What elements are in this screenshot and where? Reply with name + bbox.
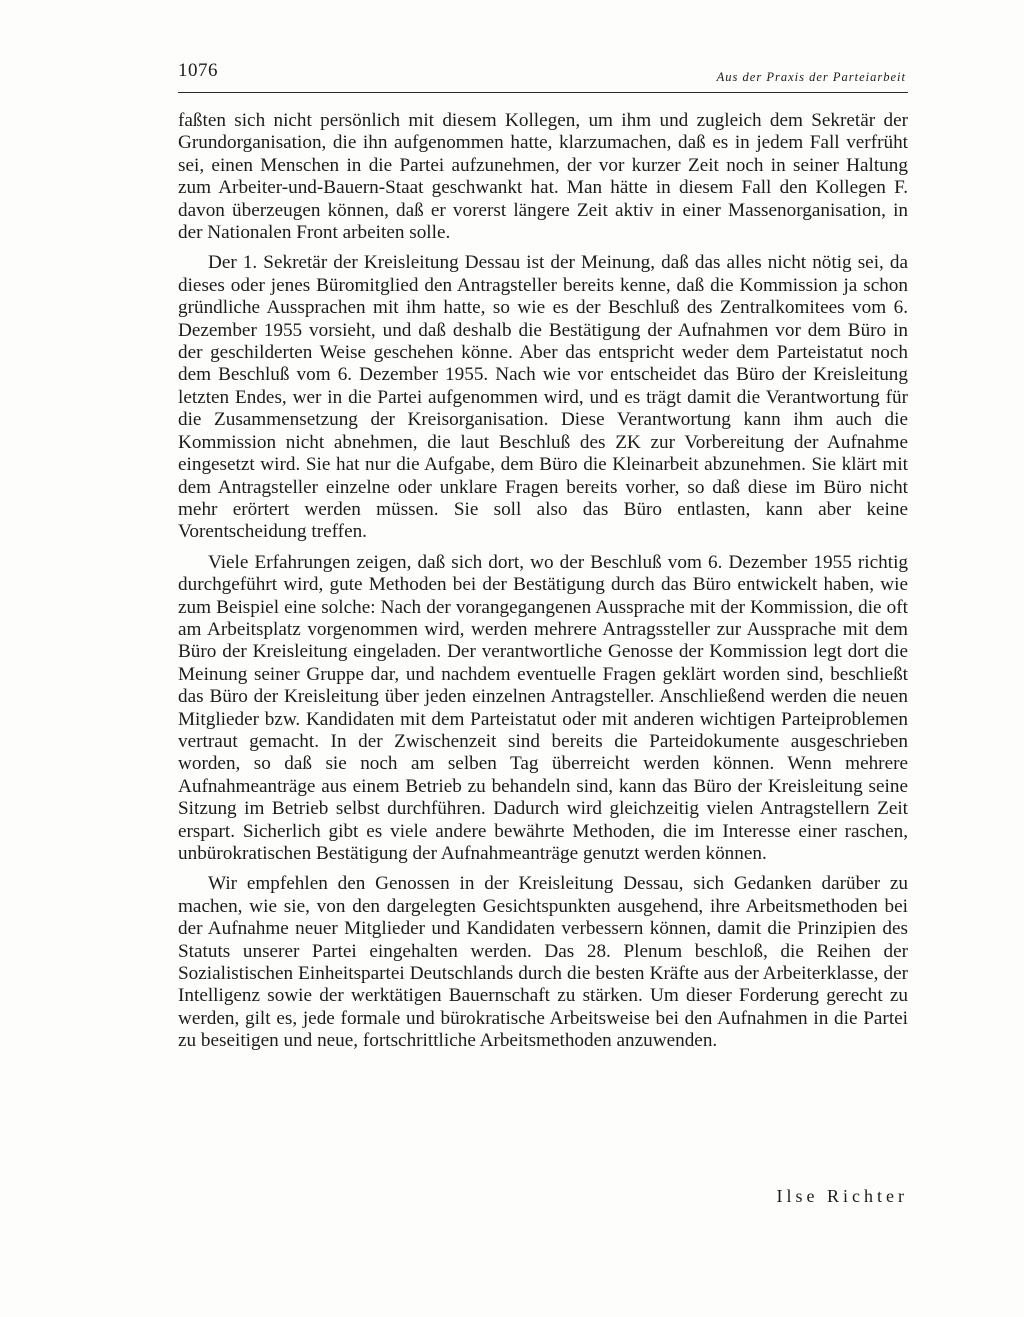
paragraph-continued: faßten sich nicht persönlich mit diesem Kollegen, um ihm und zugleich dem Sekretär der Grundorganisation, die ihn aufgenommen hatte, klarzumachen, daß es in jedem Fall verfrüht sei, einen Menschen in die Partei aufzunehmen, der vor kurzer Zeit noch in seiner Haltung zum Arbeiter-und-Bauern-Staat geschwankt hat. Man hätte in diesem Fall den Kollegen F. davon überzeugen können, daß er vorerst längere Zeit aktiv in einer Massenorganisation, in der Nationalen Front arbeiten solle. bbox=[178, 110, 908, 244]
running-head: Aus der Praxis der Parteiarbeit bbox=[716, 70, 906, 84]
page-header bbox=[178, 58, 908, 93]
author-signature: Ilse Richter bbox=[776, 1186, 908, 1206]
paragraph: Viele Erfahrungen zeigen, daß sich dort, wo der Beschluß vom 6. Dezember 1955 richtig durchgeführt wird, gute Methoden bei der Bestätigung durch das Büro entwickelt haben, wie zum Beispiel eine solche: Nach der vorangegangenen Aussprache mit der Kommission, die oft am Arbeitsplatz vorgenommen wird, werden mehrere Antragssteller zur Aussprache mit dem Büro der Kreisleitung eingeladen. Der verantwortliche Genosse der Kommission legt dort die Meinung seiner Gruppe dar, und nachdem eventuelle Fragen geklärt worden sind, beschließt das Büro der Kreisleitung über jeden einzelnen Antragsteller. Anschließend werden die neuen Mitglieder bzw. Kandidaten mit dem Parteistatut oder mit anderen wichtigen Parteiproblemen vertraut gemacht. In der Zwischenzeit sind bereits die Parteidokumente ausgeschrieben worden, so daß sie noch am selben Tag überreicht werden können. Wenn mehrere Aufnahmeanträge aus einem Betrieb zu behandeln sind, kann das Büro der Kreisleitung seine Sitzung im Betrieb selbst durchführen. Dadurch wird gleichzeitig vielen Antragstellern Zeit erspart. Sicherlich gibt es viele andere bewährte Methoden, die im Interesse einer raschen, unbürokratischen Bestätigung der Aufnahmeanträge genutzt werden können. bbox=[178, 551, 908, 864]
paragraph: Wir empfehlen den Genossen in der Kreisleitung Dessau, sich Gedanken darüber zu machen, wie sie, von den dargelegten Gesichtspunkten ausgehend, ihre Arbeitsmethoden bei der Aufnahme neuer Mitglieder und Kandidaten verbessern können, damit die Prinzipien des Statuts unserer Partei eingehalten werden. Das 28. Plenum beschloß, die Reihen der Sozialistischen Einheitspartei Deutschlands durch die besten Kräfte aus der Arbeiterklasse, der Intelligenz sowie der werktätigen Bauernschaft zu stärken. Um dieser Forderung gerecht zu werden, gilt es, jede formale und bürokratische Arbeitsweise bei den Aufnahmen in die Partei zu beseitigen und neue, fortschrittliche Arbeitsmethoden anzuwenden. bbox=[178, 873, 908, 1052]
paragraph: Der 1. Sekretär der Kreisleitung Dessau ist der Meinung, daß das alles nicht nötig sei, da dieses oder jenes Büromitglied den Antragsteller bereits kenne, daß die Kommission ja schon gründliche Aussprachen mit ihm hatte, so wie es der Beschluß des Zentralkomitees vom 6. Dezember 1955 vorsieht, und daß deshalb die Bestätigung der Aufnahmen vor dem Büro in der geschilderten Weise geschehen könne. Aber das entspricht weder dem Parteistatut noch dem Beschluß vom 6. Dezember 1955. Nach wie vor entscheidet das Büro der Kreisleitung letzten Endes, wer in die Partei aufgenommen wird, und es trägt damit die Verantwortung für die Zusammensetzung der Kreisorganisation. Diese Verantwortung kann ihm auch die Kommission nicht abnehmen, die laut Beschluß des ZK zur Vorbereitung der Aufnahme eingesetzt wird. Sie hat nur die Aufgabe, dem Büro die Kleinarbeit abzunehmen. Sie klärt mit dem Antragsteller einzelne oder unklare Fragen bereits vorher, so daß diese im Büro nicht mehr erörtert werden müssen. Sie soll also das Büro entlasten, kann aber keine Vorentscheidung treffen. bbox=[178, 252, 908, 543]
article-body bbox=[178, 110, 908, 1061]
page-number: 1076 bbox=[178, 60, 218, 81]
